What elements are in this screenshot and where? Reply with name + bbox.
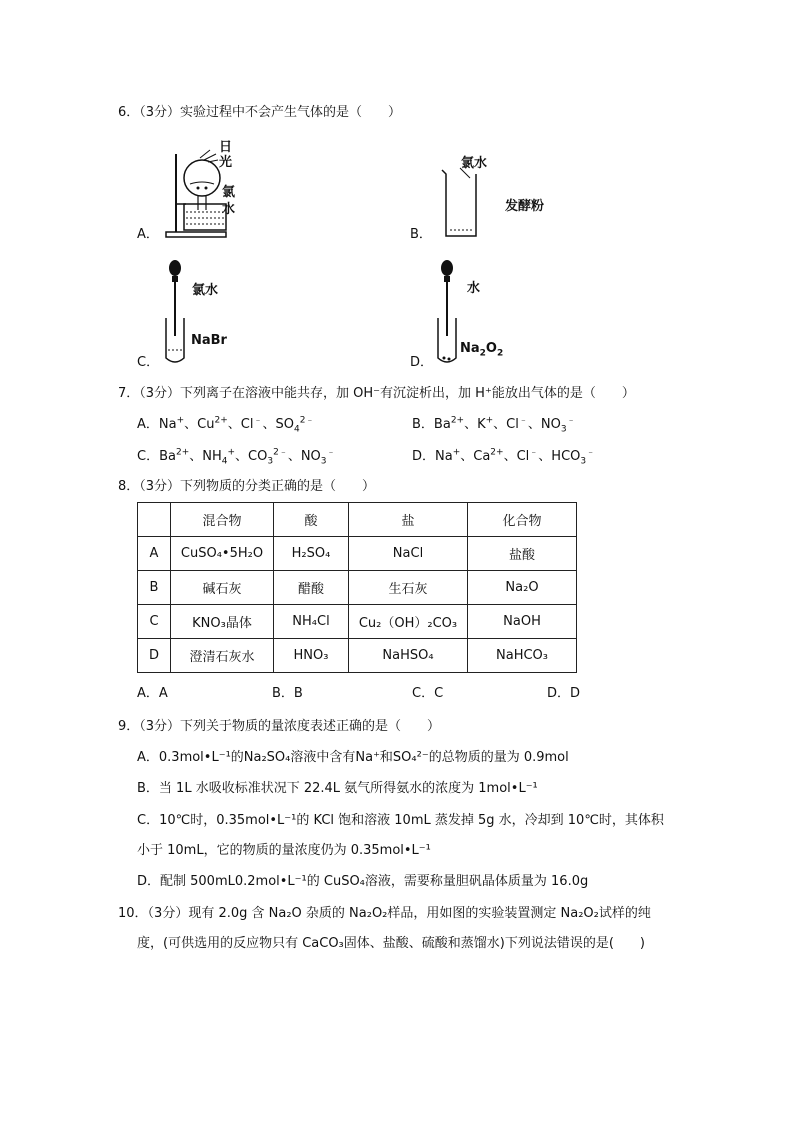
table-cell: NaCl bbox=[349, 537, 468, 571]
table-header-cell: 混合物 bbox=[171, 503, 274, 537]
figure-d-test-tube-dropper bbox=[432, 258, 462, 368]
q8-option-a: A．A bbox=[137, 686, 168, 701]
table-cell: NaHSO₄ bbox=[349, 639, 468, 673]
table-cell: CuSO₄•5H₂O bbox=[171, 537, 274, 571]
q6-label-d: D． bbox=[410, 355, 434, 370]
table-cell: HNO₃ bbox=[274, 639, 349, 673]
q8-stem: 8．（3分）下列物质的分类正确的是（ ） bbox=[118, 479, 376, 494]
q7-stem: 7．（3分）下列离子在溶液中能共存，加 OH⁻有沉淀析出，加 H⁺能放出气体的是（ ） bbox=[118, 386, 635, 401]
table-cell: NaHCO₃ bbox=[468, 639, 577, 673]
figure-a-label-1: 日 bbox=[219, 140, 233, 155]
q7-option-a: A．Na+、$Cu^{2+}$、Cl﹣、$SO_4^{2﹣}$ bbox=[137, 415, 315, 435]
table-cell: 澄清石灰水 bbox=[171, 639, 274, 673]
table-row bbox=[138, 537, 577, 571]
table-cell: Cu₂（OH）₂CO₃ bbox=[349, 605, 468, 639]
q6-label-c: C． bbox=[137, 355, 160, 370]
figure-d-label-1: 水 bbox=[467, 281, 481, 296]
table-cell: C bbox=[138, 605, 171, 639]
q9-option-b: B．当 1L 水吸收标准状况下 22.4L 氨气所得氨水的浓度为 1mol•L⁻¹ bbox=[137, 781, 538, 796]
figure-a-label-2: 光 bbox=[219, 155, 233, 170]
q7-option-c: C．$Ba^{2+}$、$NH_4^+$、$CO_3^{2﹣}$、$NO_3^﹣$ bbox=[137, 447, 336, 467]
q8-option-c: C．C bbox=[412, 686, 444, 701]
q9-option-a: A．0.3mol•L⁻¹的Na₂SO₄溶液中含有Na⁺和SO₄²⁻的总物质的量为 0.9mol bbox=[137, 750, 569, 765]
figure-c-test-tube-dropper bbox=[160, 258, 190, 368]
q9-option-c-line1: C．10℃时，0.35mol•L⁻¹的 KCl 饱和溶液 10mL 蒸发掉 5g 水，冷却到 10℃时，其体积 bbox=[137, 813, 664, 828]
figure-a-label-4: 水 bbox=[222, 202, 236, 217]
table-row bbox=[138, 639, 577, 673]
table-header-cell: 化合物 bbox=[468, 503, 577, 537]
q6-label-a: A． bbox=[137, 227, 159, 242]
q9-option-d: D．配制 500mL0.2mol•L⁻¹的 CuSO₄溶液，需要称量胆矾晶体质量为 16.0g bbox=[137, 874, 589, 889]
table-cell: 盐酸 bbox=[468, 537, 577, 571]
classification-table bbox=[137, 502, 577, 673]
figure-b-beaker bbox=[440, 166, 480, 240]
table-cell: A bbox=[138, 537, 171, 571]
q6-label-b: B． bbox=[410, 227, 432, 242]
q9-stem: 9．（3分）下列关于物质的量浓度表述正确的是（ ） bbox=[118, 719, 441, 734]
q10-stem-line2: 度，(可供选用的反应物只有 CaCO₃固体、盐酸、硫酸和蒸馏水)下列说法错误的是( ) bbox=[137, 936, 645, 951]
table-cell: 醋酸 bbox=[274, 571, 349, 605]
table-header-cell: 盐 bbox=[349, 503, 468, 537]
table-cell: NaOH bbox=[468, 605, 577, 639]
figure-c-label-2: NaBr bbox=[191, 333, 227, 348]
figure-b-label-1: 氯水 bbox=[461, 156, 488, 171]
table-header-cell: 酸 bbox=[274, 503, 349, 537]
table-header-row bbox=[138, 503, 577, 537]
figure-b-label-2: 发酵粉 bbox=[505, 199, 545, 214]
q10-stem-line1: 10．（3分）现有 2.0g 含 Na₂O 杂质的 Na₂O₂样品，用如图的实验装置测定 Na₂O₂试样的纯 bbox=[118, 906, 651, 921]
table-cell: NH₄Cl bbox=[274, 605, 349, 639]
table-row bbox=[138, 605, 577, 639]
table-cell: D bbox=[138, 639, 171, 673]
figure-c-label-1: 氯水 bbox=[192, 283, 219, 298]
q6-stem: 6．（3分）实验过程中不会产生气体的是（ ） bbox=[118, 105, 402, 120]
table-cell: B bbox=[138, 571, 171, 605]
table-cell: Na₂O bbox=[468, 571, 577, 605]
q7-option-d: D．Na+、$Ca^{2+}$、Cl﹣、$HCO_3^﹣$ bbox=[412, 447, 596, 467]
table-header-cell bbox=[138, 503, 171, 537]
q7-option-b: B．$Ba^{2+}$、K+、Cl﹣、$NO_3^﹣$ bbox=[412, 415, 576, 435]
q8-option-d: D．D bbox=[547, 686, 581, 701]
table-cell: 碱石灰 bbox=[171, 571, 274, 605]
figure-a-label-3: 氯 bbox=[222, 185, 236, 200]
q8-option-b: B．B bbox=[272, 686, 303, 701]
table-cell: 生石灰 bbox=[349, 571, 468, 605]
q9-option-c-line2: 小于 10mL，它的物质的量浓度仍为 0.35mol•L⁻¹ bbox=[137, 843, 431, 858]
table-cell: H₂SO₄ bbox=[274, 537, 349, 571]
table-row bbox=[138, 571, 577, 605]
table-cell: KNO₃晶体 bbox=[171, 605, 274, 639]
figure-d-label-2: $Na_2O_2$ bbox=[460, 341, 504, 359]
